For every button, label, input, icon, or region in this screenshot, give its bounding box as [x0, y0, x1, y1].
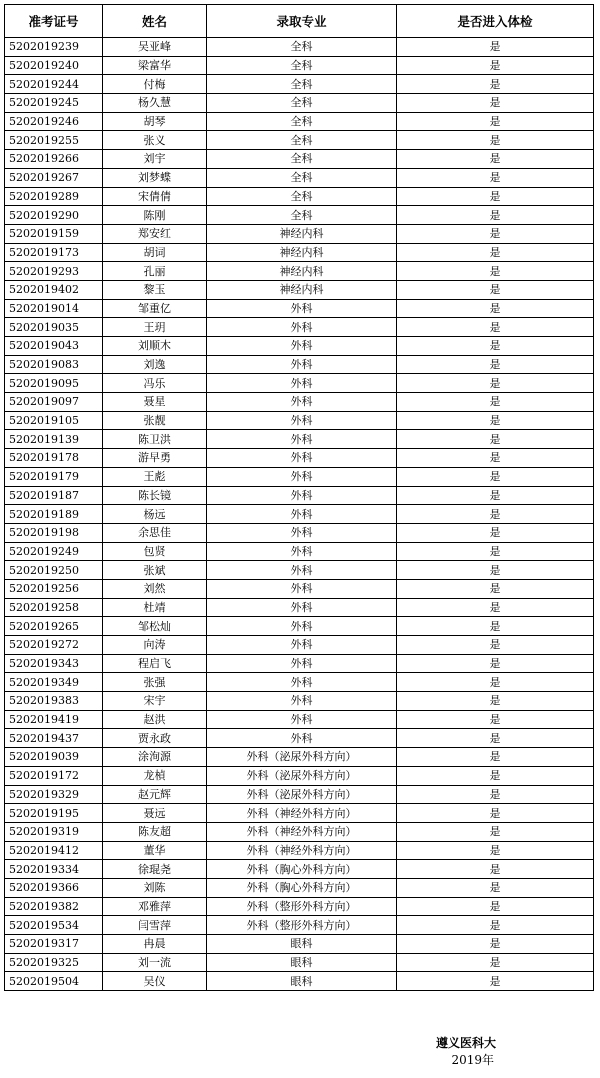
cell-physical-exam: 是: [397, 561, 594, 580]
cell-name: 刘梦蝶: [103, 168, 207, 187]
table-row: [5, 467, 594, 486]
cell-physical-exam: 是: [397, 131, 594, 150]
cell-name: 张强: [103, 673, 207, 692]
cell-name: 陈刚: [103, 206, 207, 225]
cell-name: 杨久慧: [103, 94, 207, 113]
cell-exam-id: 5202019246: [5, 112, 103, 131]
table-row: [5, 206, 594, 225]
cell-exam-id: 5202019265: [5, 617, 103, 636]
cell-physical-exam: 是: [397, 636, 594, 655]
cell-major: 全科: [207, 38, 397, 57]
cell-exam-id: 5202019266: [5, 150, 103, 169]
cell-name: 胡琴: [103, 112, 207, 131]
cell-physical-exam: 是: [397, 729, 594, 748]
cell-physical-exam: 是: [397, 841, 594, 860]
cell-name: 程启飞: [103, 654, 207, 673]
cell-exam-id: 5202019343: [5, 654, 103, 673]
table-row: [5, 318, 594, 337]
cell-exam-id: 5202019534: [5, 916, 103, 935]
table-row: [5, 299, 594, 318]
cell-name: 赵洪: [103, 710, 207, 729]
cell-name: 杨远: [103, 505, 207, 524]
cell-major: 全科: [207, 112, 397, 131]
cell-exam-id: 5202019198: [5, 523, 103, 542]
cell-major: 眼科: [207, 972, 397, 991]
cell-physical-exam: 是: [397, 243, 594, 262]
cell-physical-exam: 是: [397, 393, 594, 412]
cell-major: 全科: [207, 94, 397, 113]
cell-major: 外科: [207, 374, 397, 393]
cell-major: 外科: [207, 299, 397, 318]
cell-physical-exam: 是: [397, 710, 594, 729]
cell-major: 外科: [207, 561, 397, 580]
cell-exam-id: 5202019504: [5, 972, 103, 991]
cell-exam-id: 5202019178: [5, 449, 103, 468]
table-row: [5, 579, 594, 598]
cell-physical-exam: 是: [397, 878, 594, 897]
cell-physical-exam: 是: [397, 318, 594, 337]
cell-name: 刘陈: [103, 878, 207, 897]
cell-major: 外科: [207, 393, 397, 412]
table-row: [5, 449, 594, 468]
cell-major: 外科: [207, 598, 397, 617]
cell-physical-exam: 是: [397, 94, 594, 113]
cell-exam-id: 5202019412: [5, 841, 103, 860]
cell-major: 外科（胸心外科方向）: [207, 878, 397, 897]
cell-physical-exam: 是: [397, 75, 594, 94]
cell-major: 外科: [207, 729, 397, 748]
cell-name: 闫雪萍: [103, 916, 207, 935]
table-row: [5, 337, 594, 356]
header-physical-exam: 是否进入体检: [397, 5, 594, 38]
cell-name: 黎玉: [103, 280, 207, 299]
cell-major: 全科: [207, 206, 397, 225]
cell-exam-id: 5202019437: [5, 729, 103, 748]
cell-name: 余思佳: [103, 523, 207, 542]
table-row: [5, 262, 594, 281]
table-row: [5, 430, 594, 449]
cell-exam-id: 5202019187: [5, 486, 103, 505]
cell-exam-id: 5202019173: [5, 243, 103, 262]
cell-name: 邹松灿: [103, 617, 207, 636]
cell-name: 龙楨: [103, 766, 207, 785]
cell-exam-id: 5202019240: [5, 56, 103, 75]
cell-major: 全科: [207, 150, 397, 169]
table-row: [5, 785, 594, 804]
cell-name: 吴仪: [103, 972, 207, 991]
cell-name: 向涛: [103, 636, 207, 655]
table-row: [5, 224, 594, 243]
cell-name: 涂洵源: [103, 748, 207, 767]
cell-physical-exam: 是: [397, 542, 594, 561]
cell-physical-exam: 是: [397, 449, 594, 468]
cell-physical-exam: 是: [397, 673, 594, 692]
table-row: [5, 766, 594, 785]
cell-exam-id: 5202019244: [5, 75, 103, 94]
cell-major: 外科: [207, 430, 397, 449]
cell-physical-exam: 是: [397, 168, 594, 187]
table-row: [5, 486, 594, 505]
cell-major: 外科（胸心外科方向）: [207, 860, 397, 879]
cell-exam-id: 5202019043: [5, 337, 103, 356]
cell-exam-id: 5202019245: [5, 94, 103, 113]
header-row: [5, 5, 594, 38]
table-row: [5, 673, 594, 692]
cell-name: 吴亚峰: [103, 38, 207, 57]
cell-major: 外科: [207, 654, 397, 673]
table-row: [5, 411, 594, 430]
cell-exam-id: 5202019325: [5, 953, 103, 972]
cell-name: 邓雅萍: [103, 897, 207, 916]
cell-major: 外科（神经外科方向）: [207, 841, 397, 860]
cell-exam-id: 5202019290: [5, 206, 103, 225]
cell-physical-exam: 是: [397, 766, 594, 785]
table-row: [5, 878, 594, 897]
cell-exam-id: 5202019258: [5, 598, 103, 617]
table-row: [5, 729, 594, 748]
table-row: [5, 75, 594, 94]
cell-major: 外科: [207, 523, 397, 542]
cell-physical-exam: 是: [397, 224, 594, 243]
cell-name: 冉晨: [103, 935, 207, 954]
cell-name: 付梅: [103, 75, 207, 94]
cell-name: 赵元辉: [103, 785, 207, 804]
table-row: [5, 94, 594, 113]
table-row: [5, 243, 594, 262]
cell-physical-exam: 是: [397, 505, 594, 524]
cell-name: 张斌: [103, 561, 207, 580]
cell-exam-id: 5202019039: [5, 748, 103, 767]
cell-name: 刘宇: [103, 150, 207, 169]
cell-name: 刘然: [103, 579, 207, 598]
cell-physical-exam: 是: [397, 804, 594, 823]
cell-major: 外科: [207, 673, 397, 692]
table-row: [5, 561, 594, 580]
cell-exam-id: 5202019366: [5, 878, 103, 897]
cell-major: 外科: [207, 505, 397, 524]
cell-name: 张靓: [103, 411, 207, 430]
cell-exam-id: 5202019329: [5, 785, 103, 804]
cell-physical-exam: 是: [397, 355, 594, 374]
table-row: [5, 112, 594, 131]
table-row: [5, 374, 594, 393]
table-row: [5, 168, 594, 187]
cell-physical-exam: 是: [397, 280, 594, 299]
footer-year: 2019年: [451, 1053, 494, 1067]
cell-name: 贾永政: [103, 729, 207, 748]
cell-exam-id: 5202019105: [5, 411, 103, 430]
cell-name: 陈长镜: [103, 486, 207, 505]
cell-exam-id: 5202019083: [5, 355, 103, 374]
table-row: [5, 935, 594, 954]
table-row: [5, 953, 594, 972]
cell-name: 孔丽: [103, 262, 207, 281]
table-row: [5, 841, 594, 860]
cell-exam-id: 5202019382: [5, 897, 103, 916]
table-row: [5, 505, 594, 524]
cell-major: 外科（泌尿外科方向）: [207, 785, 397, 804]
cell-exam-id: 5202019249: [5, 542, 103, 561]
cell-name: 王彪: [103, 467, 207, 486]
cell-physical-exam: 是: [397, 916, 594, 935]
cell-major: 外科（泌尿外科方向）: [207, 748, 397, 767]
cell-physical-exam: 是: [397, 785, 594, 804]
cell-name: 陈友超: [103, 822, 207, 841]
cell-exam-id: 5202019097: [5, 393, 103, 412]
header-major: 录取专业: [207, 5, 397, 38]
cell-name: 胡词: [103, 243, 207, 262]
cell-physical-exam: 是: [397, 692, 594, 711]
table-body: [5, 38, 594, 991]
cell-exam-id: 5202019349: [5, 673, 103, 692]
cell-major: 外科: [207, 542, 397, 561]
cell-name: 徐琨尧: [103, 860, 207, 879]
cell-major: 全科: [207, 187, 397, 206]
table-row: [5, 56, 594, 75]
table-row: [5, 636, 594, 655]
table-row: [5, 131, 594, 150]
table-row: [5, 598, 594, 617]
cell-physical-exam: 是: [397, 206, 594, 225]
cell-physical-exam: 是: [397, 953, 594, 972]
header-exam-id: 准考证号: [5, 5, 103, 38]
table-row: [5, 916, 594, 935]
cell-major: 外科: [207, 579, 397, 598]
table-row: [5, 150, 594, 169]
cell-exam-id: 5202019334: [5, 860, 103, 879]
table-row: [5, 523, 594, 542]
cell-name: 刘顺木: [103, 337, 207, 356]
cell-name: 刘一流: [103, 953, 207, 972]
cell-exam-id: 5202019035: [5, 318, 103, 337]
cell-physical-exam: 是: [397, 56, 594, 75]
cell-physical-exam: 是: [397, 935, 594, 954]
cell-exam-id: 5202019255: [5, 131, 103, 150]
cell-physical-exam: 是: [397, 860, 594, 879]
cell-physical-exam: 是: [397, 150, 594, 169]
cell-physical-exam: 是: [397, 972, 594, 991]
table-row: [5, 710, 594, 729]
cell-physical-exam: 是: [397, 617, 594, 636]
cell-exam-id: 5202019172: [5, 766, 103, 785]
table-row: [5, 692, 594, 711]
cell-major: 外科: [207, 636, 397, 655]
cell-exam-id: 5202019189: [5, 505, 103, 524]
cell-major: 眼科: [207, 935, 397, 954]
cell-exam-id: 5202019095: [5, 374, 103, 393]
cell-major: 外科: [207, 692, 397, 711]
table-row: [5, 355, 594, 374]
cell-physical-exam: 是: [397, 748, 594, 767]
cell-major: 全科: [207, 75, 397, 94]
cell-name: 王玥: [103, 318, 207, 337]
cell-name: 张义: [103, 131, 207, 150]
cell-physical-exam: 是: [397, 822, 594, 841]
cell-major: 神经内科: [207, 280, 397, 299]
cell-name: 游早勇: [103, 449, 207, 468]
cell-exam-id: 5202019267: [5, 168, 103, 187]
cell-physical-exam: 是: [397, 654, 594, 673]
footer-organization: 遵义医科大: [435, 1036, 496, 1050]
cell-major: 外科: [207, 411, 397, 430]
cell-exam-id: 5202019419: [5, 710, 103, 729]
table-row: [5, 804, 594, 823]
cell-physical-exam: 是: [397, 897, 594, 916]
cell-name: 宋宇: [103, 692, 207, 711]
cell-exam-id: 5202019293: [5, 262, 103, 281]
cell-physical-exam: 是: [397, 112, 594, 131]
cell-physical-exam: 是: [397, 411, 594, 430]
table-row: [5, 972, 594, 991]
cell-exam-id: 5202019139: [5, 430, 103, 449]
cell-name: 邹重亿: [103, 299, 207, 318]
cell-exam-id: 5202019317: [5, 935, 103, 954]
cell-exam-id: 5202019250: [5, 561, 103, 580]
admission-table: [4, 4, 594, 991]
cell-major: 外科: [207, 318, 397, 337]
cell-name: 宋倩倩: [103, 187, 207, 206]
table-row: [5, 280, 594, 299]
cell-physical-exam: 是: [397, 579, 594, 598]
table-row: [5, 617, 594, 636]
table-row: [5, 38, 594, 57]
cell-physical-exam: 是: [397, 38, 594, 57]
cell-name: 聂远: [103, 804, 207, 823]
cell-name: 包贤: [103, 542, 207, 561]
table-row: [5, 393, 594, 412]
cell-major: 外科: [207, 486, 397, 505]
cell-physical-exam: 是: [397, 262, 594, 281]
cell-physical-exam: 是: [397, 187, 594, 206]
table-row: [5, 654, 594, 673]
cell-physical-exam: 是: [397, 486, 594, 505]
cell-major: 全科: [207, 168, 397, 187]
cell-major: 外科: [207, 337, 397, 356]
cell-name: 陈卫洪: [103, 430, 207, 449]
cell-physical-exam: 是: [397, 523, 594, 542]
table-row: [5, 822, 594, 841]
cell-major: 外科: [207, 467, 397, 486]
cell-major: 外科（整形外科方向）: [207, 897, 397, 916]
cell-name: 刘逸: [103, 355, 207, 374]
cell-major: 神经内科: [207, 262, 397, 281]
cell-exam-id: 5202019402: [5, 280, 103, 299]
table-row: [5, 897, 594, 916]
cell-major: 神经内科: [207, 224, 397, 243]
cell-major: 神经内科: [207, 243, 397, 262]
cell-major: 外科: [207, 710, 397, 729]
cell-physical-exam: 是: [397, 467, 594, 486]
cell-exam-id: 5202019272: [5, 636, 103, 655]
table-row: [5, 187, 594, 206]
table-header: [5, 5, 594, 38]
table-row: [5, 748, 594, 767]
cell-physical-exam: 是: [397, 374, 594, 393]
cell-name: 杜靖: [103, 598, 207, 617]
cell-name: 聂星: [103, 393, 207, 412]
cell-exam-id: 5202019256: [5, 579, 103, 598]
cell-major: 外科（整形外科方向）: [207, 916, 397, 935]
cell-exam-id: 5202019014: [5, 299, 103, 318]
cell-major: 全科: [207, 131, 397, 150]
cell-major: 外科: [207, 617, 397, 636]
cell-exam-id: 5202019159: [5, 224, 103, 243]
cell-name: 董华: [103, 841, 207, 860]
cell-physical-exam: 是: [397, 430, 594, 449]
cell-name: 冯乐: [103, 374, 207, 393]
cell-exam-id: 5202019239: [5, 38, 103, 57]
cell-physical-exam: 是: [397, 598, 594, 617]
cell-name: 梁富华: [103, 56, 207, 75]
cell-physical-exam: 是: [397, 299, 594, 318]
cell-exam-id: 5202019319: [5, 822, 103, 841]
table-row: [5, 542, 594, 561]
cell-major: 外科（神经外科方向）: [207, 804, 397, 823]
cell-exam-id: 5202019289: [5, 187, 103, 206]
cell-exam-id: 5202019195: [5, 804, 103, 823]
cell-exam-id: 5202019179: [5, 467, 103, 486]
cell-major: 外科（泌尿外科方向）: [207, 766, 397, 785]
cell-name: 郑安红: [103, 224, 207, 243]
table-row: [5, 860, 594, 879]
cell-exam-id: 5202019383: [5, 692, 103, 711]
header-name: 姓名: [103, 5, 207, 38]
cell-physical-exam: 是: [397, 337, 594, 356]
cell-major: 眼科: [207, 953, 397, 972]
cell-major: 外科: [207, 355, 397, 374]
cell-major: 外科: [207, 449, 397, 468]
cell-major: 全科: [207, 56, 397, 75]
cell-major: 外科（神经外科方向）: [207, 822, 397, 841]
